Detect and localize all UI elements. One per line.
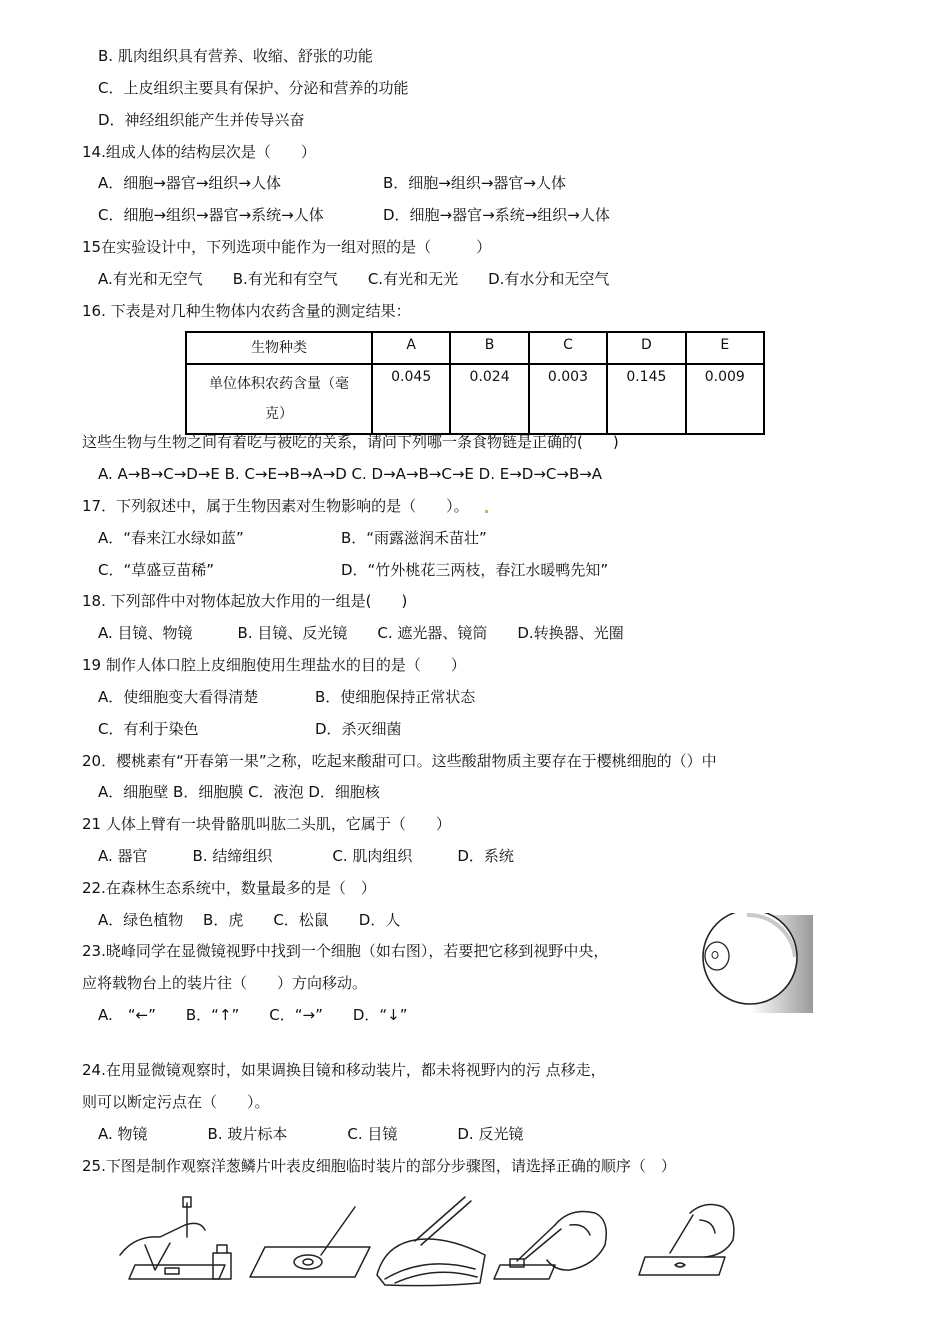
q18-stem: 18. 下列部件中对物体起放大作用的一组是( ) <box>82 592 408 610</box>
q19-option-a: A．使细胞变大看得清楚 <box>98 688 259 706</box>
q22-options: A．绿色植物 B．虎 C．松鼠 D．人 <box>98 911 401 929</box>
slide-prep-steps-figure <box>115 1195 755 1290</box>
q23-stem-line2: 应将载物台上的装片往（ ）方向移动。 <box>82 974 368 992</box>
q13-option-c: C．上皮组织主要具有保护、分泌和营养的功能 <box>98 79 409 97</box>
q17-option-d: D．“竹外桃花三两枝，春江水暖鸭先知” <box>341 561 609 579</box>
q18-options: A. 目镜、物镜 B. 目镜、反光镜 C. 遮光器、镜筒 D.转换器、光圈 <box>98 624 624 642</box>
q21-options: A. 器官 B. 结缔组织 C. 肌肉组织 D．系统 <box>98 847 514 865</box>
q16-followup: 这些生物与生物之间有着吃与被吃的关系，请问下列哪一条食物链是正确的( ) <box>82 433 619 451</box>
q24-stem-line1: 24.在用显微镜观察时，如果调换目镜和移动装片，都未将视野内的污 点移走， <box>82 1061 606 1079</box>
step-peel-epidermis-icon <box>377 1197 485 1286</box>
q25-stem: 25.下图是制作观察洋葱鳞片叶表皮细胞临时装片的部分步骤图，请选择正确的顺序（ ） <box>82 1157 676 1175</box>
q14-option-c: C．细胞→组织→器官→系统→人体 <box>98 206 324 224</box>
row-label-line1: 单位体积农药含量（毫 <box>209 376 349 392</box>
q20-stem: 20．樱桃素有“开春第一果”之称，吃起来酸甜可口。这些酸甜物质主要存在于樱桃细胞的（）中 <box>82 752 717 770</box>
value-cell: 0.145 <box>607 364 685 434</box>
header-label-cell: 生物种类 <box>186 332 372 364</box>
value-cell: 0.045 <box>372 364 450 434</box>
q24-stem-line2: 则可以断定污点在（ ）。 <box>82 1093 270 1111</box>
header-cell: D <box>607 332 685 364</box>
microscope-field-figure <box>695 913 813 1013</box>
header-cell: A <box>372 332 450 364</box>
q20-options: A．细胞壁 B．细胞膜 C．液泡 D．细胞核 <box>98 783 380 801</box>
step-coverslip-hand-icon <box>494 1212 606 1280</box>
q14-option-d: D．细胞→器官→系统→组织→人体 <box>383 206 610 224</box>
table-row <box>186 364 764 434</box>
q14-stem: 14.组成人体的结构层次是（ ） <box>82 143 316 161</box>
table-header-row <box>186 332 764 364</box>
q13-option-b: B. 肌肉组织具有营养、收缩、舒张的功能 <box>98 47 373 65</box>
q14-option-a: A．细胞→器官→组织→人体 <box>98 174 281 192</box>
q23-options: A. “←” B．“↑” C．“→” D．“↓” <box>98 1006 408 1024</box>
q19-stem: 19 制作人体口腔上皮细胞使用生理盐水的目的是（ ） <box>82 656 466 674</box>
q16-stem: 16. 下表是对几种生物体内农药含量的测定结果： <box>82 302 411 320</box>
value-cell: 0.003 <box>529 364 607 434</box>
step-stain-dropper-icon <box>639 1205 734 1275</box>
header-cell: C <box>529 332 607 364</box>
step-dropper-drop-icon <box>120 1197 231 1279</box>
q17-stem: 17．下列叙述中，属于生物因素对生物影响的是（ ）。 <box>82 497 469 515</box>
step-needle-spread-icon <box>250 1207 370 1277</box>
q19-option-b: B．使细胞保持正常状态 <box>315 688 476 706</box>
q15-stem: 15在实验设计中，下列选项中能作为一组对照的是（ ） <box>82 238 492 256</box>
q19-option-c: C．有利于染色 <box>98 720 199 738</box>
q15-options: A.有光和无空气 B.有光和有空气 C.有光和无光 D.有水分和无空气 <box>98 270 610 288</box>
q24-options: A. 物镜 B. 玻片标本 C. 目镜 D. 反光镜 <box>98 1125 524 1143</box>
q14-option-b: B．细胞→组织→器官→人体 <box>383 174 566 192</box>
row-label-cell <box>186 364 372 434</box>
row-label-line2: 克） <box>265 406 293 422</box>
stray-mark <box>485 510 488 513</box>
q23-stem-line1: 23.晓峰同学在显微镜视野中找到一个细胞（如右图），若要把它移到视野中央， <box>82 942 609 960</box>
header-cell: E <box>686 332 764 364</box>
q19-option-d: D．杀灭细菌 <box>315 720 402 738</box>
q17-option-a: A．“春来江水绿如蓝” <box>98 529 244 547</box>
value-cell: 0.024 <box>450 364 528 434</box>
q17-option-c: C．“草盛豆苗稀” <box>98 561 215 579</box>
pesticide-table <box>185 331 765 435</box>
q16-options: A. A→B→C→D→E B. C→E→B→A→D C. D→A→B→C→E D. E→D→C→B→A <box>98 465 603 483</box>
q22-stem: 22.在森林生态系统中，数量最多的是（ ） <box>82 879 376 897</box>
header-cell: B <box>450 332 528 364</box>
q13-option-d: D．神经组织能产生并传导兴奋 <box>98 111 305 129</box>
q17-option-b: B．“雨露滋润禾苗壮” <box>341 529 487 547</box>
q21-stem: 21 人体上臂有一块骨骼肌叫肱二头肌，它属于（ ） <box>82 815 451 833</box>
value-cell: 0.009 <box>686 364 764 434</box>
